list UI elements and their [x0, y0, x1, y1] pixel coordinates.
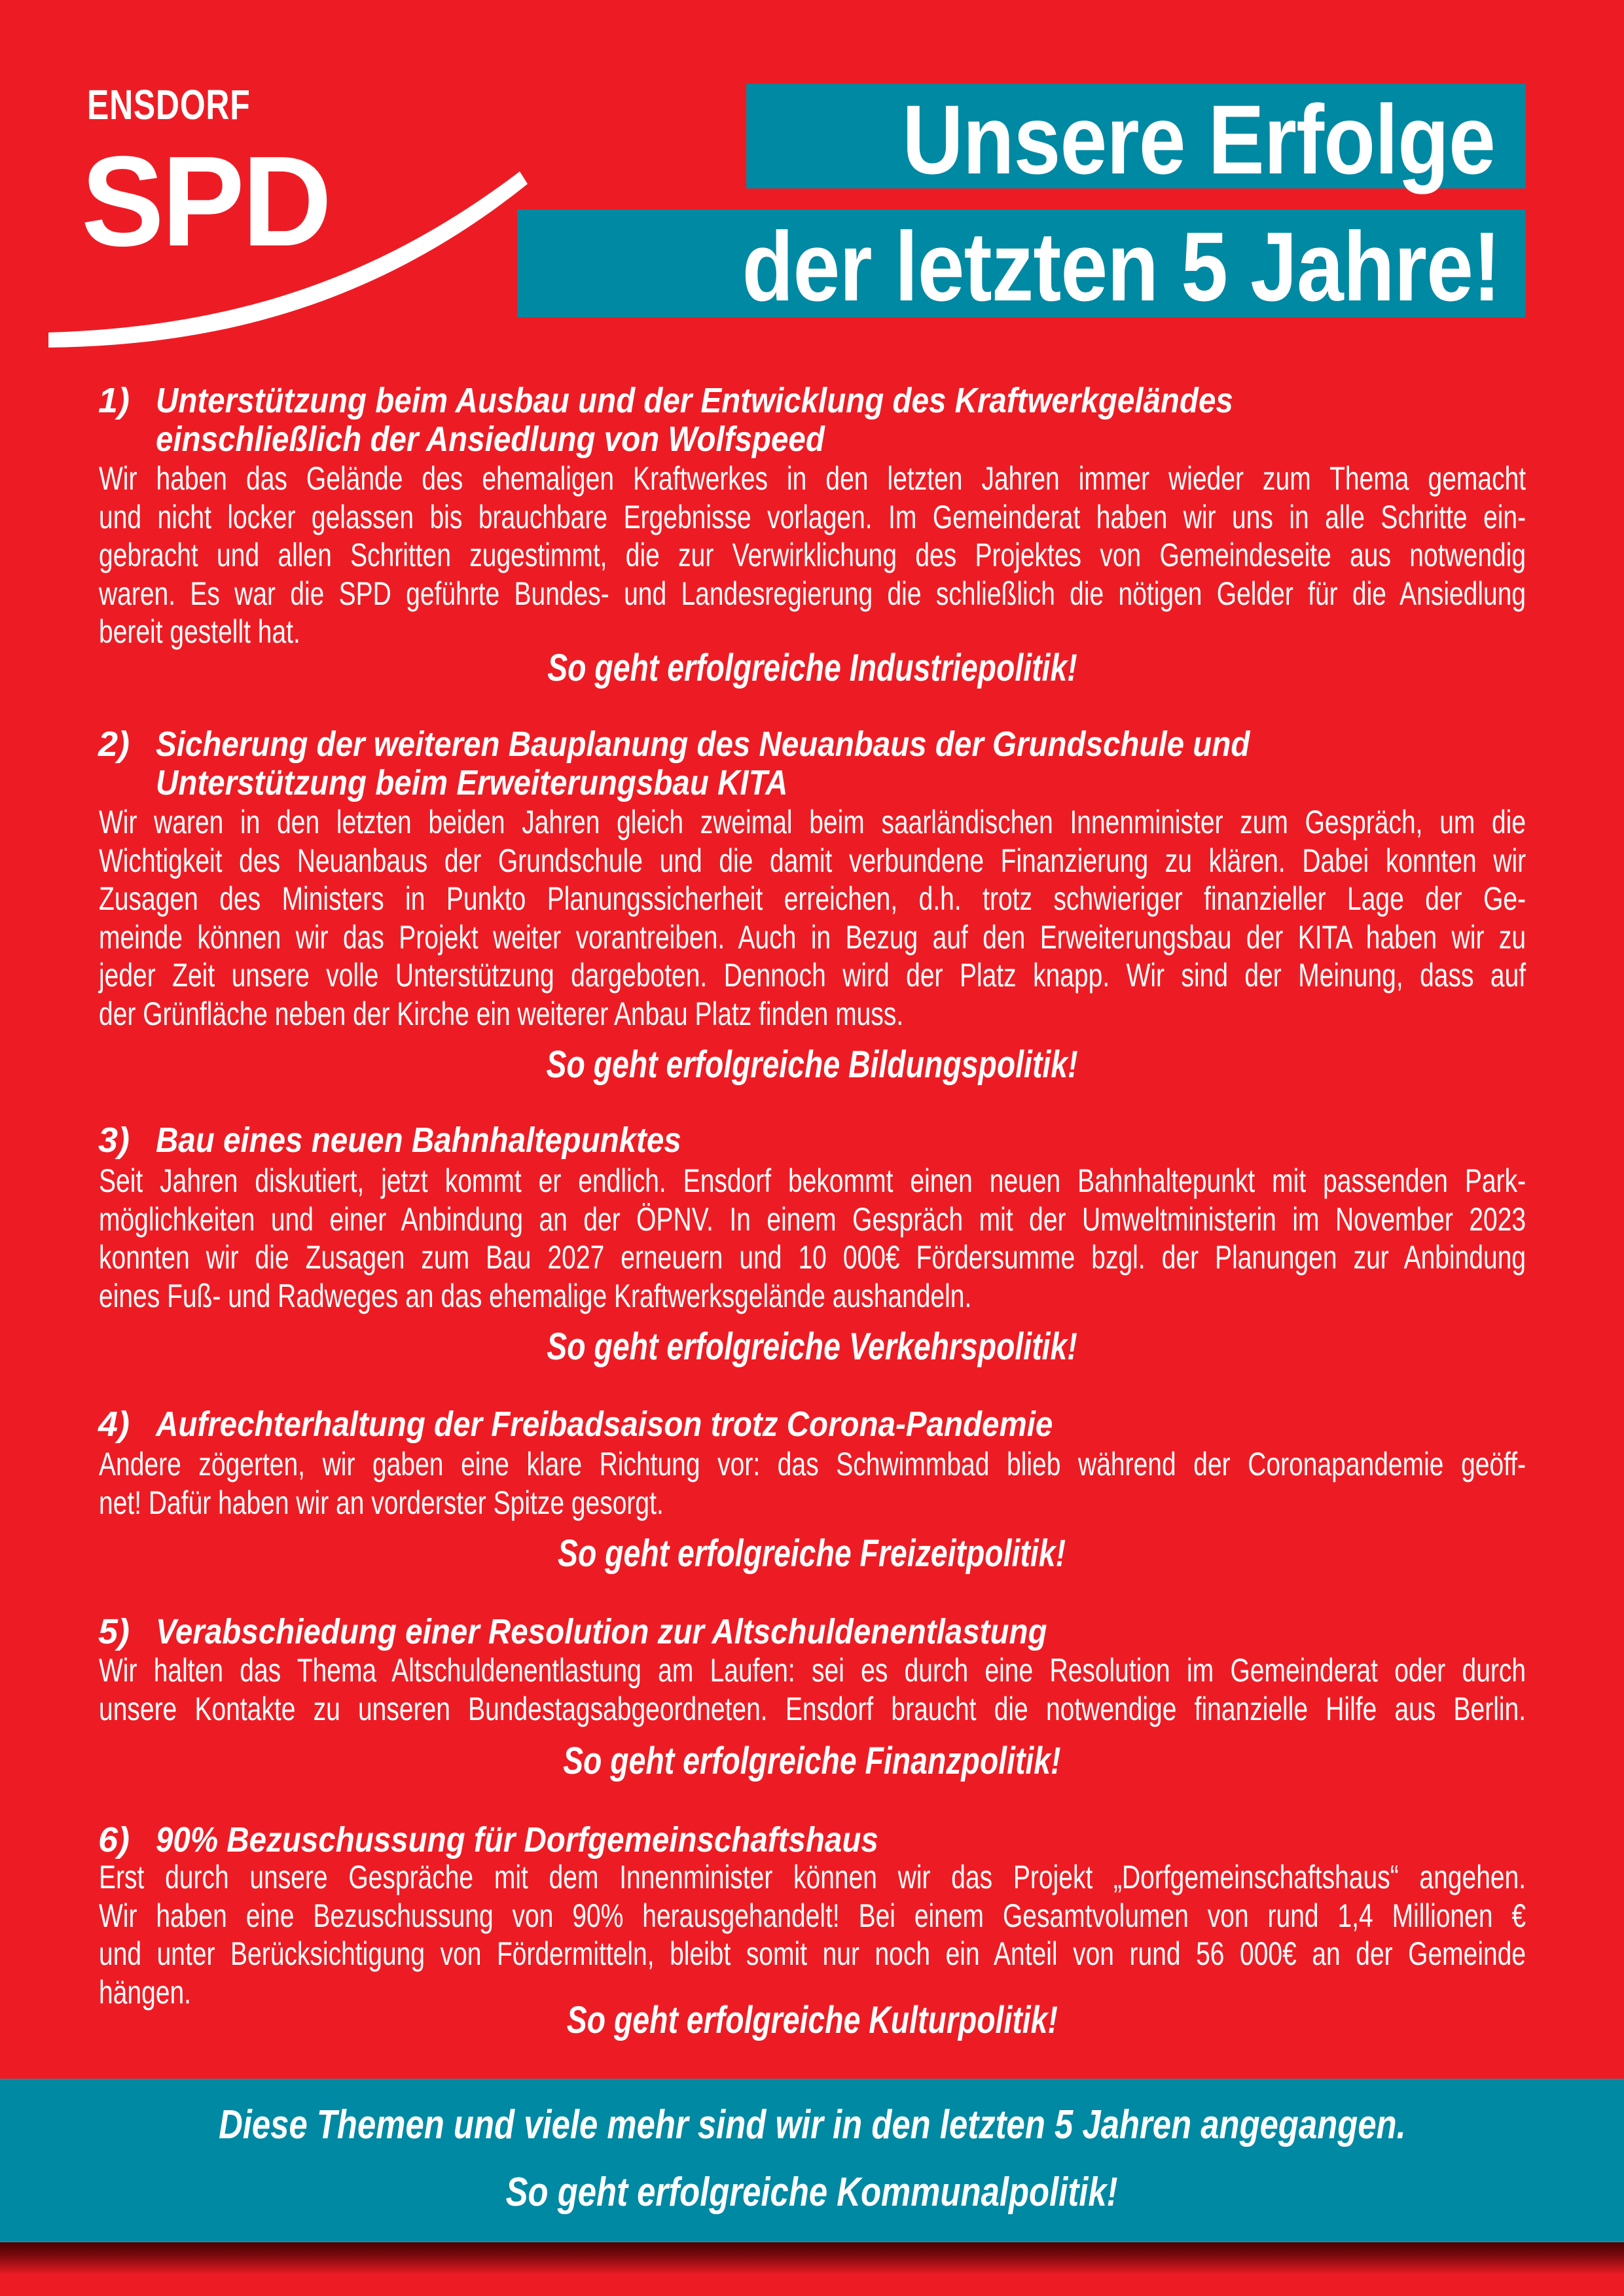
section-1-body [99, 459, 1526, 651]
body-line: Seit Jahren diskutiert, jetzt kommt er endlich. Ensdorf bekommt einen neuen Bahnhaltepunkt mit passenden Park- [99, 1162, 1526, 1199]
body-line: bereit gestellt hat. [99, 613, 300, 650]
section-number: 3) [98, 1121, 130, 1160]
section-number: 1) [98, 381, 130, 420]
body-line: gebracht und allen Schritten zugestimmt, die zur Verwirklichung des Projektes von Gemeindeseite aus notwendig [99, 537, 1526, 573]
headline-line-2: der letzten 5 Jahre! [742, 211, 1500, 321]
slogan-text: So geht erfolgreiche Finanzpolitik! [563, 1740, 1061, 1782]
body-line: Wir haben das Gelände des ehemaligen Kraftwerkes in den letzten Jahren immer wieder zum Thema gemacht [99, 460, 1526, 497]
section-heading-line: Bau eines neuen Bahnhaltepunktes [156, 1121, 681, 1160]
spd-swoosh-icon [0, 0, 589, 393]
body-line: waren. Es war die SPD geführte Bundes- und Landesregierung die schließlich die nötigen Gelder für die Ansiedlung [99, 575, 1526, 612]
slogan-text: So geht erfolgreiche Industriepolitik! [547, 647, 1077, 689]
slogan-text: So geht erfolgreiche Bildungspolitik! [546, 1043, 1078, 1086]
body-line: Andere zögerten, wir gaben eine klare Richtung vor: das Schwimmbad blieb während der Coronapandemie geöff- [99, 1446, 1526, 1482]
body-line: Wir waren in den letzten beiden Jahren gleich zweimal beim saarländischen Innenminister zum Gespräch, um die [99, 804, 1526, 840]
body-line: net! Dafür haben wir an vorderster Spitze gesorgt. [99, 1484, 664, 1521]
body-line: der Grünfläche neben der Kirche ein weiterer Anbau Platz finden muss. [99, 995, 904, 1032]
section-number: 4) [98, 1405, 130, 1444]
footer-line-1-text: Diese Themen und viele mehr sind wir in den letzten 5 Jahren angegangen. [218, 2102, 1406, 2147]
section-heading-line: 90% Bezuschussung für Dorfgemeinschaftshaus [156, 1820, 878, 1859]
section-3-slogan [0, 1326, 1624, 1368]
body-line: Zusagen des Ministers in Punkto Planungssicherheit erreichen, d.h. trotz schwieriger finanzieller Lage der Ge- [99, 880, 1526, 917]
section-2-slogan [0, 1044, 1624, 1086]
body-line: eines Fuß- und Radweges an das ehemalige Kraftwerksgelände aushandeln. [99, 1277, 972, 1314]
body-line: möglichkeiten und einer Anbindung an der ÖPNV. In einem Gespräch mit der Umweltministerin im November 2023 [99, 1200, 1526, 1238]
section-number: 2) [98, 725, 130, 764]
section-4-body [99, 1445, 1526, 1522]
section-heading-line: Verabschiedung einer Resolution zur Altschuldenentlastung [156, 1612, 1047, 1651]
section-4-slogan [0, 1533, 1624, 1575]
headline-box-1 [746, 84, 1526, 194]
body-line: meinde können wir das Projekt weiter vorantreiben. Auch in Bezug auf den Erweiterungsbau der KITA haben wir zu [99, 918, 1526, 956]
section-5-body [99, 1651, 1526, 1728]
section-heading-line: Sicherung der weiteren Bauplanung des Neuanbaus der Grundschule und [156, 725, 1250, 764]
body-line: Wichtigkeit des Neuanbaus der Grundschule und die damit verbundene Finanzierung zu klären. Dabei konnten wir [99, 842, 1526, 879]
slogan-text: So geht erfolgreiche Verkehrspolitik! [547, 1325, 1077, 1368]
section-6-body [99, 1858, 1526, 2011]
section-number: 5) [98, 1612, 130, 1651]
footer-banner [0, 2079, 1624, 2242]
section-heading-line: Unterstützung beim Erweiterungsbau KITA [156, 763, 788, 802]
headline-box-2 [517, 209, 1526, 321]
section-1-slogan [0, 647, 1624, 689]
section-heading-line: Aufrechterhaltung der Freibadsaison trotz Corona-Pandemie [156, 1405, 1053, 1444]
footer-line-1 [0, 2102, 1624, 2148]
section-heading-line: Unterstützung beim Ausbau und der Entwicklung des Kraftwerkgeländes [156, 381, 1233, 420]
slogan-text: So geht erfolgreiche Kulturpolitik! [566, 1999, 1058, 2041]
footer-line-2-text: So geht erfolgreiche Kommunalpolitik! [506, 2170, 1118, 2215]
logo-place-name: ENSDORF [87, 81, 251, 128]
body-line: unsere Kontakte zu unseren Bundestagsabgeordneten. Ensdorf braucht die notwendige finanzielle Hilfe aus Berlin. [99, 1690, 1526, 1727]
section-number: 6) [98, 1820, 130, 1859]
body-line: Wir halten das Thema Altschuldenentlastung am Laufen: sei es durch eine Resolution im Gemeinderat oder durch [99, 1652, 1526, 1689]
footer-line-2 [0, 2170, 1624, 2215]
logo-party-name: SPD [81, 130, 330, 273]
section-5-slogan [0, 1740, 1624, 1782]
body-line: hängen. [99, 1973, 191, 2011]
body-line: Erst durch unsere Gespräche mit dem Innenminister können wir das Projekt „Dorfgemeinschaftshaus“ angehen. [99, 1859, 1526, 1895]
body-line: und unter Berücksichtigung von Fördermitteln, bleibt somit nur noch ein Anteil von rund 56 000€ an der Gemeinde [99, 1935, 1526, 1972]
section-3-body [99, 1162, 1526, 1315]
body-line: und nicht locker gelassen bis brauchbare Ergebnisse vorlagen. Im Gemeinderat haben wir uns in alle Schritte ein- [99, 498, 1526, 535]
slogan-text: So geht erfolgreiche Freizeitpolitik! [558, 1532, 1066, 1575]
section-6-slogan [0, 2000, 1624, 2041]
headline-line-1: Unsere Erfolge [902, 84, 1495, 194]
body-line: jeder Zeit unsere volle Unterstützung dargeboten. Dennoch wird der Platz knapp. Wir sind der Meinung, dass auf [99, 957, 1526, 994]
section-heading-line: einschließlich der Ansiedlung von Wolfspeed [156, 420, 825, 459]
section-2-body [99, 803, 1526, 1033]
body-line: konnten wir die Zusagen zum Bau 2027 erneuern und 10 000€ Fördersumme bzgl. der Planungen zur Anbindung [99, 1239, 1526, 1276]
body-line: Wir haben eine Bezuschussung von 90% herausgehandelt! Bei einem Gesamtvolumen von rund 1,4 Millionen € [99, 1897, 1526, 1934]
footer-shadow [0, 2242, 1624, 2275]
